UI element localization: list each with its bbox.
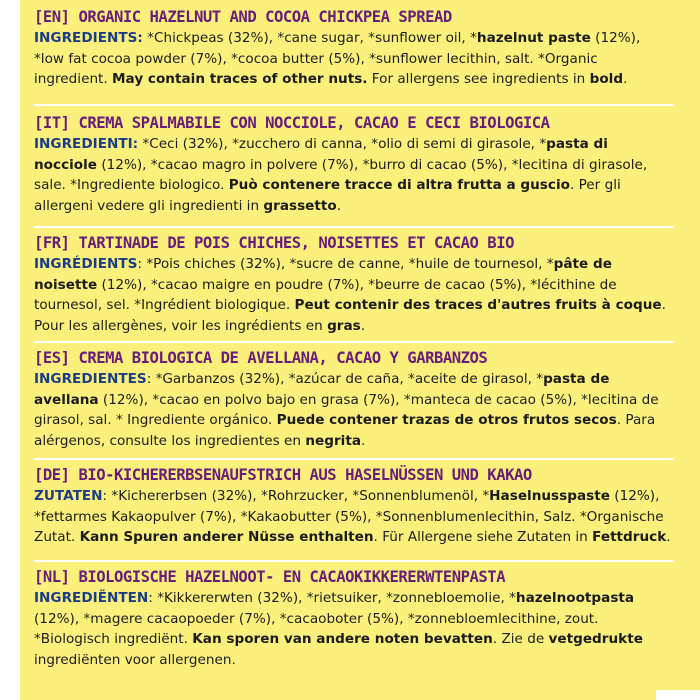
- section-title-de: [DE] BIO-KICHERERBSENAUFSTRICH AUS HASELNÜSSEN UND KAKAO: [34, 466, 532, 484]
- allergen-warning: Puede contener trazas de otros frutos secos: [276, 412, 617, 428]
- allergen-warning: Peut contenir des traces d'autres fruits à coque: [294, 297, 662, 313]
- allergen-bold: pasta di nocciole: [34, 136, 608, 173]
- allergen-bold: pasta de avellana: [34, 371, 610, 408]
- section-body-nl: [34, 588, 674, 670]
- section-divider: [34, 104, 674, 106]
- bold-word: Fettdruck: [592, 529, 667, 545]
- section-it: [34, 112, 674, 216]
- text-run: . Para alérgenos, consulte los ingredientes en: [34, 412, 656, 449]
- text-run: .: [623, 71, 628, 87]
- text-run: : *Garbanzos (32%), *azúcar de caña, *aceite de girasol, *: [146, 371, 544, 387]
- section-title-fr: [FR] TARTINADE DE POIS CHICHES, NOISETTES ET CACAO BIO: [34, 234, 514, 252]
- text-run: *Chickpeas (32%), *cane sugar, *sunflower oil, *: [142, 30, 477, 46]
- section-divider: [34, 458, 674, 460]
- section-title-en: [EN] ORGANIC HAZELNUT AND COCOA CHICKPEA SPREAD: [34, 8, 452, 26]
- allergen-warning: Kann Spuren anderer Nüsse enthalten: [79, 529, 374, 545]
- text-run: : *Kikkererwten (32%), *rietsuiker, *zonnebloemolie, *: [148, 590, 516, 606]
- allergen-warning: Può contenere tracce di altra frutta a guscio: [228, 177, 570, 193]
- section-body-fr: [34, 254, 674, 336]
- text-run: ingrediënten voor allergenen.: [34, 651, 236, 668]
- allergen-bold: Haselnusspaste: [489, 488, 610, 504]
- bold-word: negrita: [305, 432, 361, 449]
- ingredients-keyword: ZUTATEN: [34, 488, 103, 504]
- text-run: .: [360, 317, 366, 334]
- text-run: .: [666, 529, 671, 545]
- text-run: : *Pois chiches (32%), *sucre de canne, *huile de tournesol, *: [137, 256, 554, 272]
- allergen-warning: Kan sporen van andere noten bevatten: [192, 631, 493, 647]
- text-run: (12%), *cacao en polvo bajo en grasa (7%), *manteca de cacao (5%), *lecitina de girasol, sal. * Ingrediente orgánico.: [34, 391, 659, 428]
- text-run: For allergens see ingredients in: [367, 71, 590, 87]
- section-title-nl: [NL] BIOLOGISCHE HAZELNOOT- EN CACAOKIKKERERWTENPASTA: [34, 568, 506, 586]
- bold-word: gras: [327, 317, 361, 334]
- section-divider: [34, 341, 674, 343]
- ingredients-keyword: INGREDIENTES: [34, 371, 147, 387]
- allergen-warning: May contain traces of other nuts.: [112, 71, 368, 87]
- ingredients-label-panel: [20, 0, 700, 700]
- text-run: . Pour les allergènes, voir les ingrédients en: [34, 297, 666, 334]
- allergen-bold: pâte de noisette: [34, 256, 612, 293]
- bold-word: vetgedrukte: [548, 631, 643, 647]
- section-title-it: [IT] CREMA SPALMABILE CON NOCCIOLE, CACAO E CECI BIOLOGICA: [34, 114, 550, 132]
- section-body-it: [34, 134, 674, 216]
- section-es: [34, 347, 674, 451]
- text-run: *Ceci (32%), *zucchero di canna, *olio di semi di girasole, *: [138, 136, 547, 152]
- text-run: . Für Allergene siehe Zutaten in: [373, 529, 593, 545]
- corner-notch: [656, 690, 700, 700]
- section-divider: [34, 560, 674, 562]
- allergen-bold: hazelnut paste: [476, 30, 591, 46]
- ingredients-keyword: INGREDIENTI:: [34, 136, 139, 152]
- section-title-es: [ES] CREMA BIOLOGICA DE AVELLANA, CACAO Y GARBANZOS: [34, 349, 488, 367]
- text-run: .: [361, 432, 366, 449]
- text-run: .: [336, 197, 342, 214]
- text-run: (12%), *cacao maigre en poudre (7%), *beurre de cacao (5%), *lécithine de tournesol, sel. *Ingrédient biologique.: [34, 276, 617, 313]
- allergen-bold: hazelnootpasta: [515, 590, 635, 606]
- section-body-es: [34, 369, 674, 451]
- ingredients-keyword: INGREDIËNTEN: [34, 590, 149, 606]
- section-divider: [34, 226, 674, 228]
- section-fr: [34, 232, 674, 336]
- section-body-en: [34, 28, 674, 90]
- text-run: . Per gli allergeni vedere gli ingredienti in: [34, 177, 621, 214]
- ingredients-keyword: INGRÉDIENTS: [34, 256, 138, 272]
- text-run: (12%), *fettarmes Kakaopulver (7%), *Kakaobutter (5%), *Sonnenblumenlecithin, Salz. *Organische Zutat.: [34, 488, 664, 545]
- bold-word: grassetto: [263, 197, 337, 214]
- text-run: (12%), *magere cacaopoeder (7%), *cacaoboter (5%), *zonnebloemlecithine, zout. *Biologisch ingrediënt.: [34, 610, 599, 647]
- bold-word: bold: [589, 71, 624, 87]
- text-run: (12%), *low fat cocoa powder (7%), *cocoa butter (5%), *sunflower lecithin, salt. *Organic ingredient.: [34, 30, 641, 87]
- section-de: [34, 464, 674, 548]
- text-run: (12%), *cacao magro in polvere (7%), *burro di cacao (5%), *lecitina di girasole, sale. *Ingrediente biologico.: [34, 156, 648, 193]
- section-nl: [34, 566, 674, 670]
- text-run: : *Kichererbsen (32%), *Rohrzucker, *Sonnenblumenöl, *: [102, 488, 490, 504]
- section-en: [34, 6, 674, 90]
- section-body-de: [34, 486, 674, 548]
- ingredients-keyword: INGREDIENTS:: [34, 30, 143, 46]
- text-run: . Zie de: [492, 631, 549, 647]
